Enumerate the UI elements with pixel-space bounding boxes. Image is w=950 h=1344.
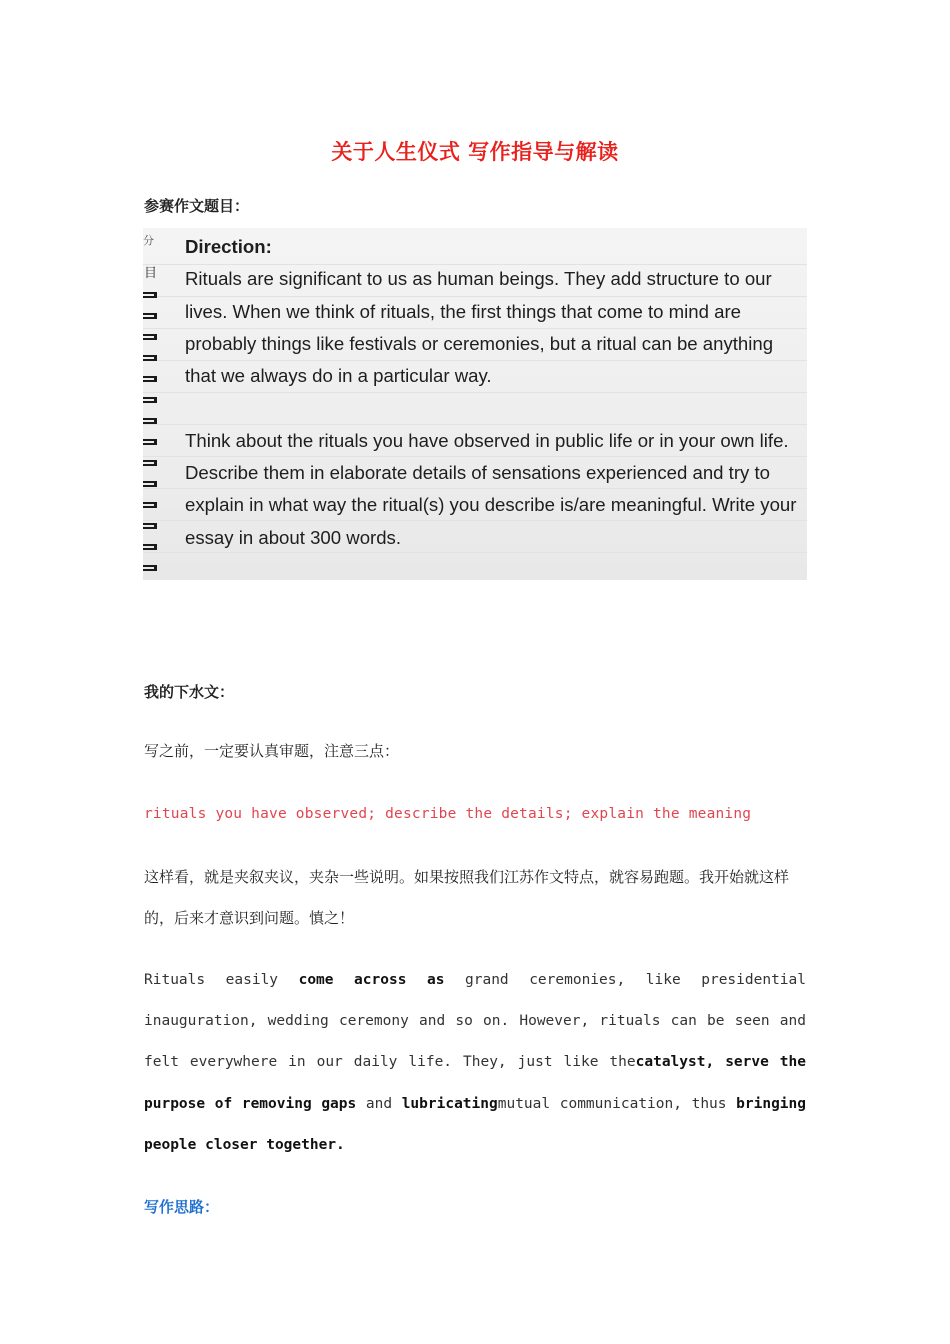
margin-glyph-top: 分 bbox=[143, 234, 154, 247]
essay-phrase: serve the purpose of bbox=[144, 1054, 807, 1112]
essay-phrase: come across as bbox=[298, 972, 445, 988]
essay-text: Rituals easily bbox=[144, 972, 299, 988]
direction-text bbox=[185, 231, 800, 554]
writing-idea-label: 写作思路： bbox=[144, 1198, 220, 1216]
key-points: rituals you have observed; describe the details; explain the meaning bbox=[144, 806, 752, 822]
margin-mark bbox=[143, 502, 157, 508]
notebook-margin-marks bbox=[143, 228, 159, 580]
margin-mark bbox=[143, 544, 157, 550]
margin-mark bbox=[143, 418, 157, 424]
direction-heading: Direction: bbox=[185, 236, 272, 257]
essay-text bbox=[232, 1096, 242, 1112]
margin-mark bbox=[143, 523, 157, 529]
my-essay-label: 我的下水文： bbox=[144, 683, 235, 701]
margin-mark bbox=[143, 355, 157, 361]
before-writing-note: 写之前，一定要认真审题，注意三点： bbox=[144, 742, 400, 760]
margin-mark bbox=[143, 334, 157, 340]
page-title: 关于人生仪式 写作指导与解读 bbox=[331, 140, 619, 164]
sample-essay-paragraph bbox=[144, 960, 806, 1166]
note-paragraph: 这样看，就是夹叙夹议，夹杂一些说明。如果按照我们江苏作文特点，就容易跑题。我开始就这样的，后来才意识到问题。慎之！ bbox=[144, 868, 790, 927]
margin-glyph-second: 目 bbox=[144, 266, 158, 281]
margin-mark bbox=[143, 460, 157, 466]
margin-mark bbox=[143, 481, 157, 487]
direction-paragraph-1: Rituals are significant to us as human beings. They add structure to our lives. When we think of rituals, the first things that come to mind are probably things like festivals or ceremonies, but a ritual can be anything that we always do in a particular way. bbox=[185, 268, 774, 387]
margin-mark bbox=[143, 292, 157, 298]
margin-mark bbox=[143, 439, 157, 445]
essay-text bbox=[714, 1054, 725, 1070]
contest-topic-label: 参赛作文题目： bbox=[144, 197, 250, 215]
essay-phrase: removing gaps bbox=[241, 1095, 357, 1112]
margin-mark bbox=[143, 376, 157, 382]
essay-phrase: lubricating bbox=[401, 1095, 498, 1112]
essay-text: mutual communication, thus bbox=[497, 1095, 737, 1112]
essay-text: grand ceremonies, like presidential inauguration, wedding ceremony and so on. However, rituals can be seen and felt everywhere in our daily life. They, just like the bbox=[144, 972, 806, 1071]
direction-image bbox=[143, 228, 807, 580]
margin-mark bbox=[143, 313, 157, 319]
essay-phrase: catalyst, bbox=[635, 1054, 715, 1071]
direction-paragraph-2: Think about the rituals you have observed in public life or in your own life. Describe them in elaborate details of sensations experienced and try to explain in what way the ritual(s) you describe is/are meaningful. Write your essay in about 300 words. bbox=[185, 429, 797, 548]
margin-mark bbox=[143, 565, 157, 571]
essay-text: and bbox=[356, 1095, 402, 1112]
essay-phrase: bringing people closer together. bbox=[144, 1095, 806, 1153]
margin-mark bbox=[143, 397, 157, 403]
